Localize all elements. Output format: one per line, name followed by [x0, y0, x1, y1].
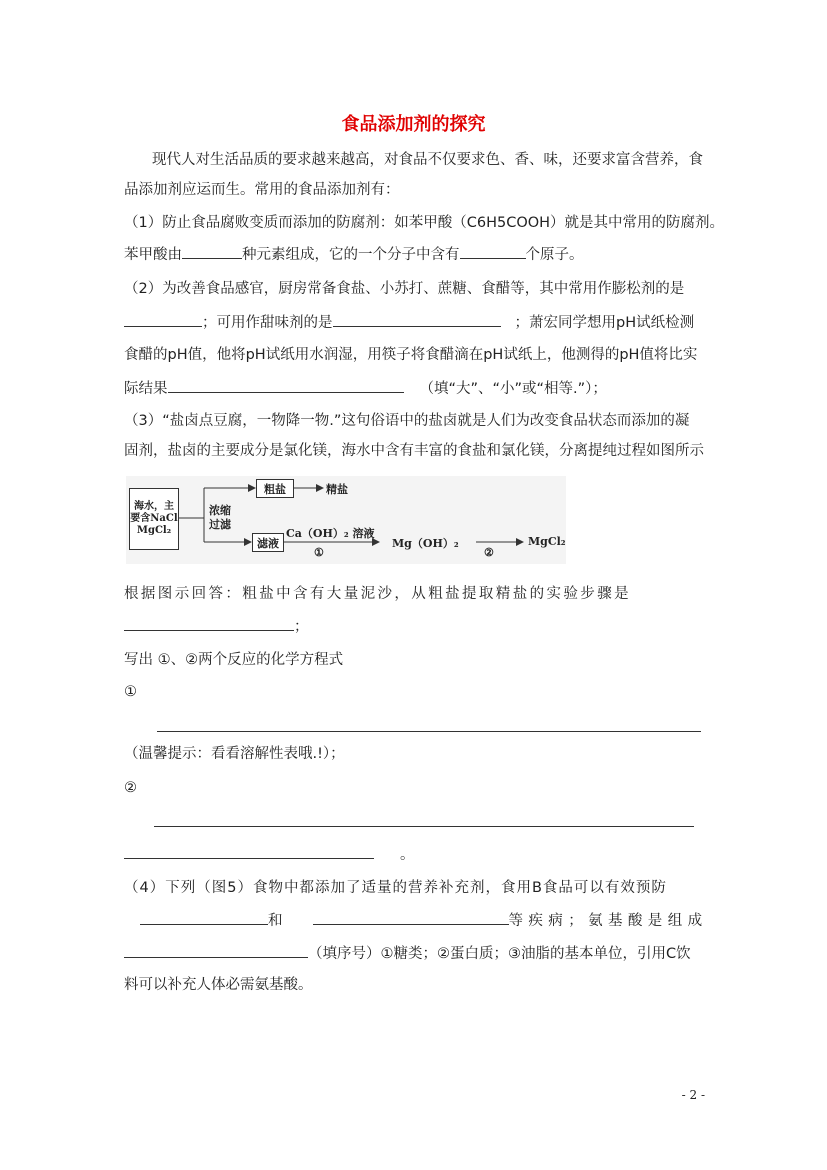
q4-text-b: 等疾病；氨基酸是组成	[508, 913, 708, 929]
q4-blank-disease-2[interactable]	[313, 910, 509, 925]
q2-line-1: （2）为改善食品感官，厨房常备食盐、小苏打、蔗糖、食醋等，其中常用作膨松剂的是	[124, 281, 685, 297]
equation-2-mark: ②	[124, 780, 137, 796]
q3-blank-steps[interactable]	[124, 616, 294, 631]
q4-line-2	[140, 910, 708, 931]
q3-answer-blank-line	[124, 616, 309, 637]
page-number: - 2 -	[681, 1088, 705, 1102]
mgcl2-label: MgCl₂	[528, 535, 566, 548]
q2-blank-leavening[interactable]	[124, 312, 202, 327]
q4-text-and: 和	[268, 913, 283, 929]
refined-salt-label: 精盐	[326, 483, 348, 496]
q1-blank-atoms[interactable]	[460, 244, 526, 259]
q2-line-2	[124, 312, 694, 333]
q2-blank-ph[interactable]	[168, 378, 404, 393]
q4-line-1: （4）下列（图5）食物中都添加了适量的营养补充剂，食用B食品可以有效预防	[124, 880, 667, 896]
q4-text-c: （填序号）①糖类；②蛋白质；③油脂的基本单位，引用C饮	[308, 946, 691, 962]
equation-2-blank-1[interactable]	[154, 826, 694, 827]
step2-label: ②	[484, 546, 494, 559]
q2-text-a: ；可用作甜味剂的是	[202, 315, 333, 331]
filtrate-box: 滤液	[252, 533, 284, 552]
q2-line-4	[124, 378, 607, 399]
equation-2-period: 。	[400, 847, 415, 863]
intro-line-2: 品添加剂应运而生。常用的食品添加剂有：	[124, 182, 400, 198]
q2-line-3: 食醋的pH值，他将pH试纸用水润湿，用筷子将食醋滴在pH试纸上，他测得的pH值将比实	[124, 347, 698, 363]
q3-line-2: 固剂，盐卤的主要成分是氯化镁，海水中含有丰富的食盐和氯化镁，分离提纯过程如图所示	[124, 443, 704, 459]
seawater-box: 海水，主要含NaCl MgCl₂	[129, 488, 179, 550]
q4-blank-disease-1[interactable]	[140, 910, 268, 925]
step1-label: ①	[314, 546, 324, 559]
intro-line-1: 现代人对生活品质的要求越来越高，对食品不仅要求色、香、味，还要求富含营养，食	[152, 152, 703, 168]
page-title: 食品添加剂的探究	[341, 114, 486, 135]
q2-text-c: 际结果	[124, 381, 168, 397]
q4-line-3	[124, 943, 691, 964]
equation-1-mark: ①	[124, 684, 137, 700]
q1-text-c: 个原子。	[525, 247, 584, 263]
q1-line-2	[124, 244, 584, 265]
separation-diagram	[126, 476, 566, 564]
equation-2-blank-2[interactable]	[124, 858, 374, 859]
q2-text-d: （填“大”、“小”或“相等.”）；	[419, 381, 607, 397]
q2-text-b: ；萧宏同学想用pH试纸检测	[514, 315, 695, 331]
q3-answer-end: ；	[294, 619, 309, 635]
q1-blank-elements[interactable]	[182, 244, 242, 259]
q1-line-1: （1）防止食品腐败变质而添加的防腐剂：如苯甲酸（C6H5COOH）就是其中常用的防腐剂。	[124, 215, 725, 231]
equation-1-blank[interactable]	[157, 731, 701, 732]
q1-text-a: 苯甲酸由	[124, 247, 182, 263]
q4-blank-amino[interactable]	[124, 943, 308, 958]
q3-line-1: （3）“盐卤点豆腐，一物降一物.”这句俗语中的盐卤就是人们为改变食品状态而添加的凝	[124, 413, 690, 429]
filter-label: 过滤	[209, 518, 231, 531]
reagent-label: Ca（OH）₂ 溶液	[286, 527, 375, 540]
q2-blank-sweetener[interactable]	[333, 312, 501, 327]
q1-text-b: 种元素组成，它的一个分子中含有	[242, 247, 460, 263]
solubility-hint: （温馨提示：看看溶解性表哦.!）；	[124, 746, 345, 762]
concentrate-label: 浓缩	[209, 504, 231, 517]
equations-label: 写出 ①、②两个反应的化学方程式	[124, 652, 344, 668]
q3-answer-line: 根据图示回答：粗盐中含有大量泥沙，从粗盐提取精盐的实验步骤是	[124, 586, 631, 602]
crude-salt-box: 粗盐	[256, 479, 294, 498]
q4-line-4: 料可以补充人体必需氨基酸。	[124, 977, 313, 993]
mgoh2-label: Mg（OH）₂	[392, 537, 459, 550]
